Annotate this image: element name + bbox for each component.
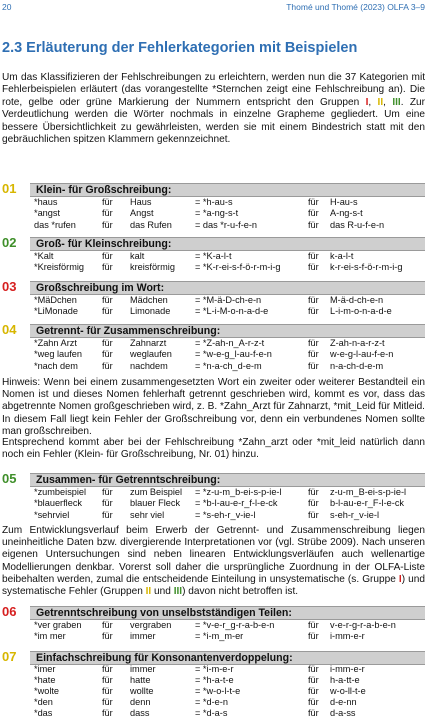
- target-word: immer: [130, 664, 156, 674]
- example-row: [0, 664, 429, 675]
- for-word: für: [308, 697, 319, 707]
- target-word: zum Beispiel: [130, 487, 183, 497]
- grapheme-correct: i-mm-e-r: [330, 631, 365, 642]
- for-word: für: [102, 664, 113, 674]
- grapheme-correct: z-u-m_B-ei-s-p-ie-l: [330, 487, 407, 497]
- grapheme-error: = *d-e-n: [195, 697, 228, 707]
- for-word: für: [308, 251, 319, 261]
- grapheme-correct: H-au-s: [330, 197, 358, 207]
- running-title: Thomé und Thomé (2023) OLFA 3–9: [286, 2, 425, 12]
- for-word: für: [308, 306, 319, 317]
- misspelling: *blauerfleck: [34, 498, 83, 509]
- grapheme-correct: Z-ah-n-a-r-z-t: [330, 338, 385, 348]
- example-row: [0, 675, 429, 686]
- category-07: [0, 651, 429, 719]
- grapheme-correct: n-a-ch-d-e-m: [330, 360, 384, 371]
- category-title: Großschreibung im Wort:: [36, 282, 165, 294]
- group-i-label: I: [365, 96, 369, 108]
- grapheme-correct: s-eh-r_v-ie-l: [330, 509, 380, 520]
- for-word: für: [308, 197, 319, 207]
- example-row: [0, 306, 429, 317]
- misspelling: *Kreisförmig: [34, 262, 85, 273]
- grapheme-correct: das R-u-f-e-n: [330, 219, 385, 230]
- example-row: [0, 620, 429, 631]
- intro-paragraph: [2, 72, 425, 146]
- category-03: [0, 281, 429, 318]
- target-word: kreisförmig: [130, 262, 175, 273]
- for-word: für: [102, 620, 113, 630]
- grapheme-error: = *Z-ah-n_A-r-z-t: [195, 338, 265, 348]
- for-word: für: [102, 686, 113, 696]
- misspelling: *LiMonade: [34, 306, 78, 317]
- for-word: für: [308, 686, 319, 696]
- misspelling: *haus: [34, 197, 58, 207]
- example-row: [0, 251, 429, 262]
- misspelling: *sehrviel: [34, 509, 70, 520]
- for-word: für: [102, 338, 113, 348]
- example-row: [0, 208, 429, 219]
- misspelling: *weg laufen: [34, 349, 83, 360]
- for-word: für: [308, 208, 319, 219]
- grapheme-error: = das *r-u-f-e-n: [195, 219, 258, 230]
- grapheme-correct: k-r-ei-s-f-ö-r-m-i-g: [330, 262, 403, 273]
- misspelling: *nach dem: [34, 360, 78, 371]
- grapheme-error: = *h-au-s: [195, 197, 233, 207]
- grapheme-correct: A-ng-s-t: [330, 208, 363, 219]
- misspelling: *hate: [34, 675, 56, 685]
- for-word: für: [102, 509, 113, 520]
- example-row: [0, 510, 429, 521]
- category-title: Getrennt- für Zusammenschreibung:: [36, 325, 221, 337]
- misspelling: *Zahn Arzt: [34, 338, 77, 348]
- target-word: vergraben: [130, 620, 172, 630]
- category-02: [0, 237, 429, 274]
- target-word: hatte: [130, 675, 151, 685]
- for-word: für: [308, 509, 319, 520]
- category-06: [0, 606, 429, 643]
- misspelling: *imer: [34, 664, 56, 674]
- for-word: für: [102, 360, 113, 371]
- grapheme-error: = *w-o-l-t-e: [195, 686, 241, 696]
- category-header-bar: [30, 651, 425, 665]
- for-word: für: [102, 295, 113, 305]
- intro-sep-1: ,: [368, 96, 378, 108]
- development-paragraph: [2, 525, 425, 598]
- grapheme-error: = *w-e-g_l-au-f-e-n: [195, 349, 272, 360]
- misspelling: *wolte: [34, 686, 60, 696]
- hint-paragraph-2: Entsprechend kommt aber bei der Fehlschreibung *Zahn_arzt oder *mit_leid natürlich dann noch ein Fehler (Klein- für Großschreibung, Nr. 01) hinzu.: [2, 437, 425, 461]
- category-title: Groß- für Kleinschreibung:: [36, 238, 172, 250]
- example-row: [0, 697, 429, 708]
- category-header-bar: [30, 237, 425, 251]
- category-number: 06: [2, 604, 17, 619]
- grapheme-error: = *a-ng-s-t: [195, 208, 239, 219]
- for-word: für: [102, 208, 113, 219]
- grapheme-error: = *h-a-t-e: [195, 675, 234, 685]
- intro-sep-2: ,: [383, 96, 393, 108]
- misspelling: *zumbeispiel: [34, 487, 87, 497]
- grapheme-error: = *z-u-m_b-ei-s-p-ie-l: [195, 487, 282, 497]
- misspelling: *im mer: [34, 631, 66, 642]
- grapheme-correct: k-a-l-t: [330, 251, 354, 261]
- for-word: für: [102, 197, 113, 207]
- development-text-1: Zum Entwicklungsverlauf beim Erwerb der Getrennt- und Zusammenschreibung liegen uneinheitliche Daten bzw. divergierende Interpretationen vor (vgl. Strübe 2009). Nach unseren eigenen Untersuchungen sind neben linearen Entwicklungsverläufen auch wellenartige Modellierungen denkbar. Vorerst soll daher die ursprüngliche Zuordnung in der OLFA-Liste beibehalten werden, zumal die entscheidende Einteilung in unsystematische (s. Gruppe: [2, 525, 425, 585]
- category-title: Einfachschreibung für Konsonantenverdoppelung:: [36, 652, 293, 664]
- target-word: das Rufen: [130, 219, 172, 230]
- for-word: für: [102, 708, 113, 718]
- grapheme-error: = *n-a-ch_d-e-m: [195, 360, 262, 371]
- example-row: [0, 631, 429, 642]
- example-row: [0, 686, 429, 697]
- example-row: [0, 361, 429, 372]
- grapheme-error: = *i-m_m-er: [195, 631, 244, 642]
- target-word: wollte: [130, 686, 154, 696]
- group-ii-label: II: [145, 586, 152, 598]
- grapheme-correct: w-e-g-l-au-f-e-n: [330, 349, 394, 360]
- example-row: [0, 708, 429, 719]
- misspelling: *ver graben: [34, 620, 82, 630]
- grapheme-correct: h-a-tt-e: [330, 675, 360, 685]
- grapheme-error: = *s-eh-r_v-ie-l: [195, 509, 256, 520]
- for-word: für: [102, 498, 113, 509]
- for-word: für: [308, 295, 319, 305]
- for-word: für: [308, 360, 319, 371]
- intro-text-1: Um das Klassifizieren der Fehlschreibungen zu erleichtern, werden nun die 37 Kategorien mit Fehlerbeispielen erläutert (das vorangestellte *Sternchen zeigt eine Fehlschreibung an). Die rote, gelbe oder grüne Markierung der Nummern entspricht den Gruppen: [2, 72, 425, 108]
- grapheme-error: = *b-l-au-e-r_f-l-e-ck: [195, 498, 278, 509]
- target-word: dass: [130, 708, 150, 718]
- development-text-2: ) und systematische Fehler (Gruppen: [2, 573, 425, 598]
- target-word: kalt: [130, 251, 145, 261]
- target-word: Limonade: [130, 306, 171, 317]
- category-04: [0, 324, 429, 372]
- for-word: für: [102, 349, 113, 360]
- category-header-bar: [30, 606, 425, 620]
- grapheme-correct: L-i-m-o-n-a-d-e: [330, 306, 392, 317]
- example-row: [0, 220, 429, 231]
- group-iii-label: III: [173, 586, 183, 598]
- example-row: [0, 197, 429, 208]
- target-word: Haus: [130, 197, 152, 207]
- group-i-label: I: [398, 573, 402, 585]
- misspelling: *MäDchen: [34, 295, 77, 305]
- for-word: für: [308, 219, 319, 230]
- category-number: 01: [2, 181, 17, 196]
- grapheme-correct: v-e-r-g-r-a-b-e-n: [330, 620, 396, 630]
- category-header-bar: [30, 324, 425, 338]
- category-01: [0, 183, 429, 231]
- group-iii-label: III: [392, 96, 401, 108]
- example-row: [0, 498, 429, 509]
- grapheme-correct: d-a-ss: [330, 708, 356, 718]
- misspelling: *den: [34, 697, 53, 707]
- example-row: [0, 262, 429, 273]
- example-row: [0, 338, 429, 349]
- for-word: für: [102, 219, 113, 230]
- page-number: 20: [2, 2, 12, 12]
- intro-text-2: . Zur Verdeutlichung werden die Wörter nochmals in einzelne Grapheme gegliedert. Um eine bessere Übersichtlichkeit zu gewährleisten, werden sie mit einem Bindestrich statt mit den gebräuchlichen spitzen Klammern gekennzeichnet.: [2, 96, 426, 146]
- misspelling: *das: [34, 708, 53, 718]
- grapheme-correct: d-e-nn: [330, 697, 357, 707]
- for-word: für: [102, 306, 113, 317]
- for-word: für: [102, 697, 113, 707]
- target-word: Mädchen: [130, 295, 168, 305]
- misspelling: *angst: [34, 208, 61, 219]
- category-number: 07: [2, 649, 17, 664]
- section-title: 2.3 Erläuterung der Fehlerkategorien mit Beispielen: [2, 40, 358, 56]
- category-title: Zusammen- für Getrenntschreibung:: [36, 474, 221, 486]
- grapheme-error: = *K-a-l-t: [195, 251, 232, 261]
- target-word: immer: [130, 631, 156, 642]
- target-word: blauer Fleck: [130, 498, 181, 509]
- for-word: für: [308, 631, 319, 642]
- grapheme-error: = *d-a-s: [195, 708, 228, 718]
- for-word: für: [102, 675, 113, 685]
- group-ii-label: II: [377, 96, 384, 108]
- target-word: Zahnarzt: [130, 338, 167, 348]
- target-word: denn: [130, 697, 151, 707]
- category-header-bar: [30, 281, 425, 295]
- category-05: [0, 473, 429, 521]
- target-word: sehr viel: [130, 509, 165, 520]
- category-number: 04: [2, 322, 17, 337]
- example-row: [0, 487, 429, 498]
- category-title: Getrenntschreibung von unselbstständigen Teilen:: [36, 607, 292, 619]
- for-word: für: [308, 708, 319, 718]
- for-word: für: [308, 664, 319, 674]
- grapheme-correct: w-o-ll-t-e: [330, 686, 366, 696]
- category-number: 02: [2, 235, 17, 250]
- category-title: Klein- für Großschreibung:: [36, 184, 172, 196]
- example-row: [0, 349, 429, 360]
- for-word: für: [102, 487, 113, 497]
- running-header: [0, 0, 429, 14]
- category-number: 03: [2, 279, 17, 294]
- grapheme-error: = *L-i-M-o-n-a-d-e: [195, 306, 269, 317]
- grapheme-correct: b-l-au-e-r_F-l-e-ck: [330, 498, 405, 509]
- development-text-4: ) davon nicht betroffen ist.: [182, 586, 299, 598]
- grapheme-error: = *i-m-e-r: [195, 664, 234, 674]
- for-word: für: [102, 251, 113, 261]
- grapheme-error: = *M-ä-D-ch-e-n: [195, 295, 262, 305]
- target-word: weglaufen: [130, 349, 172, 360]
- misspelling: das *rufen: [34, 219, 76, 230]
- category-header-bar: [30, 183, 425, 197]
- grapheme-correct: M-ä-d-ch-e-n: [330, 295, 384, 305]
- for-word: für: [308, 262, 319, 273]
- target-word: Angst: [130, 208, 154, 219]
- for-word: für: [308, 498, 319, 509]
- category-header-bar: [30, 473, 425, 487]
- grapheme-error: = *v-e-r_g-r-a-b-e-n: [195, 620, 275, 630]
- hint-paragraph: Hinweis: Wenn bei einem zusammengesetzten Wort ein zweiter oder weiterer Bestandteil ein Nomen ist und dieses Nomen fehlerhaft getrennt geschrieben wird, kommt es vor, dass das abgetrennte Nomen großgeschrieben wird, z. B. *Zahn_Arzt für Zahnarzt, *mit_Leid für Mitleid. In diesem Fall liegt kein Fehler der Großschreibung vor, denn ein verbundenes Nomen sollte man großschreiben.: [2, 377, 425, 437]
- for-word: für: [308, 349, 319, 360]
- target-word: nachdem: [130, 360, 168, 371]
- development-text-3: und: [151, 586, 174, 598]
- for-word: für: [308, 620, 319, 630]
- misspelling: *Kalt: [34, 251, 54, 261]
- category-number: 05: [2, 471, 17, 486]
- grapheme-error: = *K-r-ei-s-f-ö-r-m-i-g: [195, 262, 281, 273]
- for-word: für: [102, 262, 113, 273]
- for-word: für: [308, 675, 319, 685]
- for-word: für: [308, 338, 319, 348]
- grapheme-correct: i-mm-e-r: [330, 664, 365, 674]
- for-word: für: [308, 487, 319, 497]
- example-row: [0, 295, 429, 306]
- for-word: für: [102, 631, 113, 642]
